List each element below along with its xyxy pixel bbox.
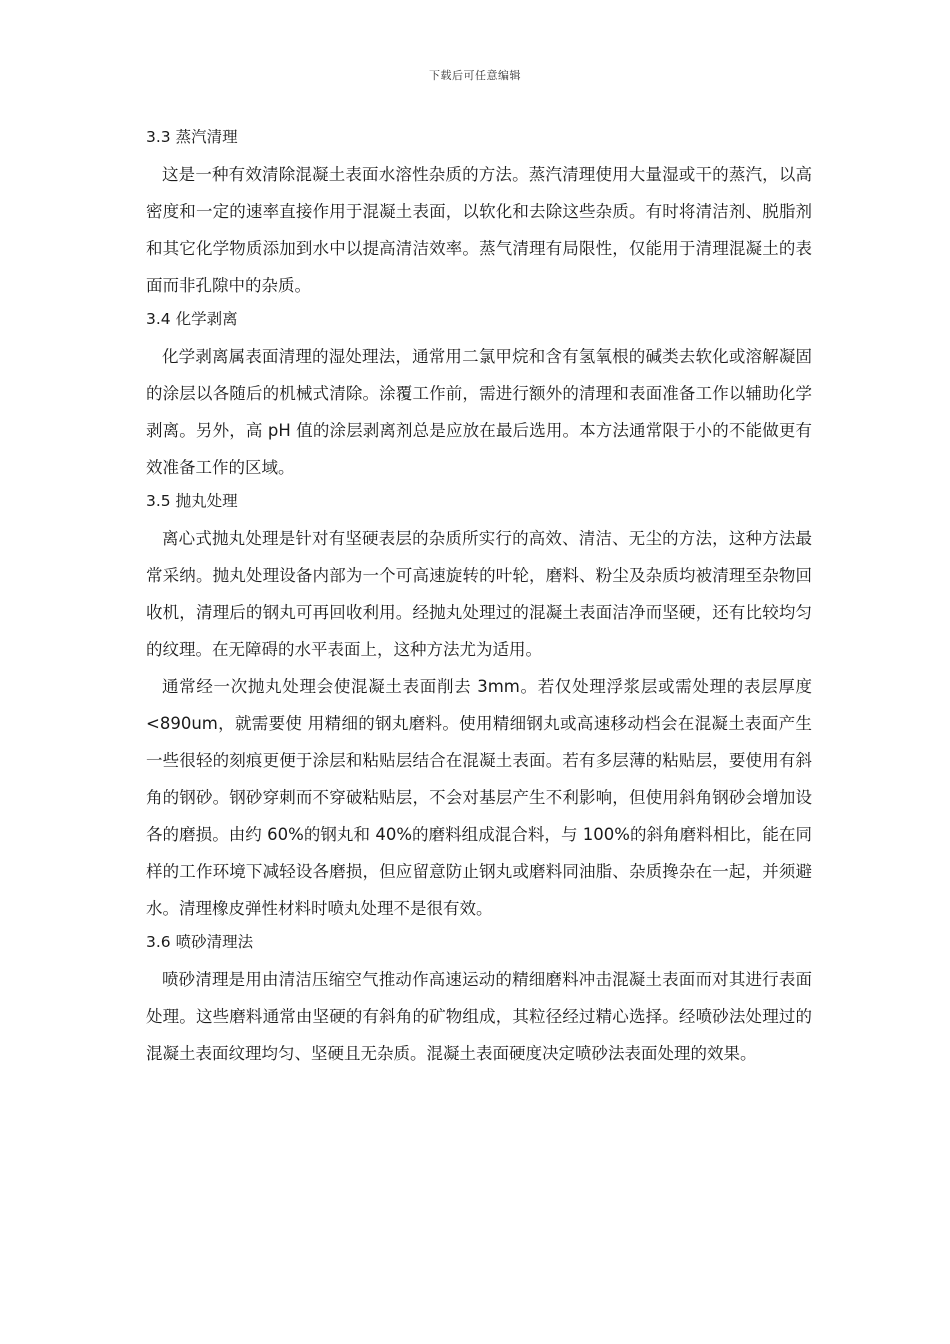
section-heading-3-5: 3.5 抛丸处理 — [146, 492, 238, 510]
section-heading-3-6: 3.6 喷砂清理法 — [146, 933, 254, 951]
section-paragraph: 这是一种有效清除混凝土表面水溶性杂质的方法。蒸汽清理使用大量湿或干的蒸汽，以高密度和一定的速率直接作用于混凝土表面，以软化和去除这些杂质。有时将清洁剂、脱脂剂和其它化学物质添加到水中以提高清洁效率。蒸气清理有局限性，仅能用于清理混凝土的表面而非孔隙中的杂质。 — [146, 165, 812, 295]
section-paragraph: 通常经一次抛丸处理会使混凝土表面削去 3mm。若仅处理浮浆层或需处理的表层厚度<890um，就需要使 用精细的钢丸磨料。使用精细钢丸或高速移动档会在混凝土表面产生一些很轻的刻痕更便于涂层和粘贴层结合在混凝土表面。若有多层薄的粘贴层，要使用有斜角的钢砂。钢砂穿刺而不穿破粘贴层，不会对基层产生不利影响，但使用斜角钢砂会增加设各的磨损。由约 60%的钢丸和 40%的磨料组成混合料，与 100%的斜角磨料相比，能在同样的工作环境下减轻设各磨损，但应留意防止钢丸或磨料同油脂、杂质搀杂在一起，并须避水。清理橡皮弹性材料时喷丸处理不是很有效。 — [146, 677, 812, 918]
document-body — [146, 122, 812, 1072]
section-heading-3-3: 3.3 蒸汽清理 — [146, 128, 238, 146]
page-header-note: 下载后可任意编辑 — [429, 69, 521, 82]
section-paragraph: 离心式抛丸处理是针对有坚硬表层的杂质所实行的高效、清洁、无尘的方法，这种方法最常采纳。抛丸处理设备内部为一个可高速旋转的叶轮，磨料、粉尘及杂质均被清理至杂物回收机，清理后的钢丸可再回收利用。经抛丸处理过的混凝土表面洁净而坚硬，还有比较均匀的纹理。在无障碍的水平表面上，这种方法尤为适用。 — [146, 529, 812, 659]
section-paragraph: 化学剥离属表面清理的湿处理法，通常用二氯甲烷和含有氢氧根的碱类去软化或溶解凝固的涂层以各随后的机械式清除。涂覆工作前，需进行额外的清理和表面准备工作以辅助化学剥离。另外，高 pH 值的涂层剥离剂总是应放在最后选用。本方法通常限于小的不能做更有效准备工作的区域。 — [146, 347, 812, 477]
section-heading-3-4: 3.4 化学剥离 — [146, 310, 238, 328]
section-paragraph: 喷砂清理是用由清洁压缩空气推动作高速运动的精细磨料冲击混凝土表面而对其进行表面处理。这些磨料通常由坚硬的有斜角的矿物组成，其粒径经过精心选择。经喷砂法处理过的混凝土表面纹理均匀、坚硬且无杂质。混凝土表面硬度决定喷砂法表面处理的效果。 — [146, 970, 812, 1063]
